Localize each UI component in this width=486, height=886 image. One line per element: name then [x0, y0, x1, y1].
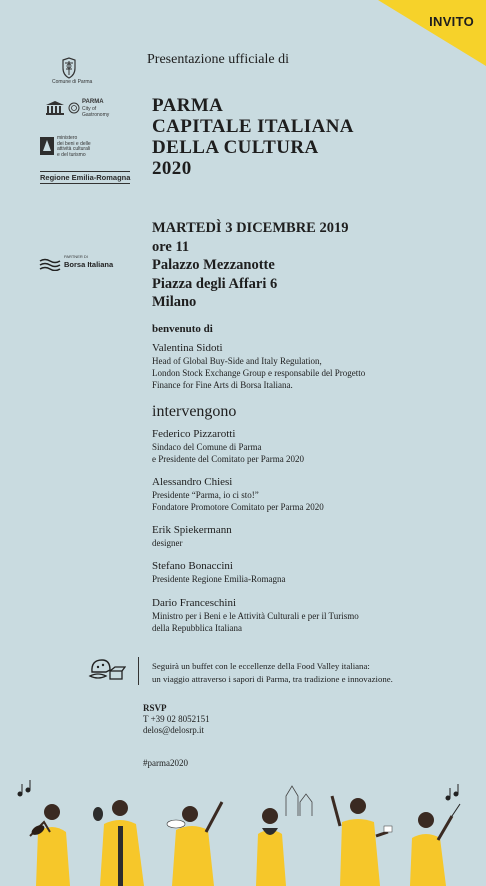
rsvp-block: [143, 703, 210, 736]
ministero-line-4: e del turismo: [57, 151, 86, 158]
title-line-2: CAPITALE ITALIANA: [152, 116, 354, 137]
ministero-line-3: attività culturali: [57, 146, 91, 152]
event-city: Milano: [152, 294, 197, 310]
unesco-parma-label: PARMA: [82, 99, 104, 105]
ministero-logo: [40, 136, 106, 158]
borsa-waves-icon: [39, 257, 61, 271]
speaker-name: Stefano Bonaccini: [152, 560, 233, 572]
buffet-line-1: Seguirà un buffet con le eccellenze della Food Valley italiana:: [152, 661, 370, 671]
title-line-3: DELLA CULTURA: [152, 137, 319, 158]
ministero-line-1: ministero: [57, 135, 78, 141]
ministero-line-2: dei beni e delle: [57, 140, 91, 147]
comune-di-parma-logo: [52, 57, 93, 86]
speaker-role-line: Ministro per i Beni e le Attività Culturali e per il Turismo: [152, 611, 359, 621]
invito-corner-badge: [378, 0, 486, 66]
welcome-role-line-2: London Stock Exchange Group e responsabile del Progetto: [152, 368, 366, 378]
regione-label: Regione Emilia-Romagna: [40, 173, 131, 182]
intro-text: Presentazione ufficiale di: [147, 52, 290, 67]
comune-caption: Comune di Parma: [52, 79, 93, 85]
unesco-temple-icon: [44, 100, 66, 116]
painter-figure: [167, 802, 222, 886]
conductor-figure: [410, 804, 460, 886]
event-title: [152, 95, 354, 179]
speaker-item: [152, 428, 304, 465]
hashtag: #parma2020: [143, 758, 188, 768]
unesco-parma-logo: [44, 98, 110, 120]
speaker-item: [152, 597, 359, 634]
violinist-figure: [30, 804, 70, 886]
crest-icon: [59, 57, 79, 79]
rsvp-email[interactable]: delos@delosrp.it: [143, 725, 205, 735]
woman-figure: [256, 808, 286, 886]
welcome-name: Valentina Sidoti: [152, 342, 223, 354]
speakers-heading: intervengono: [152, 403, 237, 420]
borsa-small-label: PARTNER DI: [64, 254, 88, 259]
event-date: MARTEDÌ 3 DICEMBRE 2019: [152, 220, 349, 236]
cathedral-icon: [286, 786, 312, 816]
ministero-caption: [57, 136, 91, 158]
buffet-divider: [138, 657, 139, 685]
buffet-food-icon: [88, 656, 126, 682]
buffet-line-2: un viaggio attraverso i sapori di Parma, tra tradizione e innovazione.: [152, 674, 393, 684]
actor-figure: [93, 800, 144, 886]
welcome-section: [152, 323, 365, 391]
speaker-name: Dario Franceschini: [152, 597, 236, 609]
invito-label: INVITO: [429, 14, 474, 29]
welcome-heading: benvenuto di: [152, 323, 213, 335]
event-details: [152, 219, 348, 312]
speaker-role-line: e Presidente del Comitato per Parma 2020: [152, 454, 304, 464]
borsa-label: Borsa Italiana: [64, 260, 114, 269]
speaker-name: Federico Pizzarotti: [152, 428, 236, 440]
borsa-italiana-logo: [39, 254, 119, 272]
music-notes-icon: [18, 780, 458, 800]
event-time: ore 11: [152, 238, 190, 255]
speaker-role-line: Sindaco del Comune di Parma: [152, 442, 262, 452]
speaker-item: [152, 560, 285, 585]
speaker-role-line: Fondatore Promotore Comitato per Parma 2020: [152, 502, 324, 512]
rsvp-phone: T +39 02 8052151: [143, 714, 210, 724]
chef-figure: [332, 796, 392, 886]
title-line-1: PARMA: [152, 95, 224, 116]
ministero-emblem-icon: [40, 137, 54, 155]
speaker-role-line: designer: [152, 538, 183, 548]
unesco-circle-icon: [68, 102, 80, 114]
speaker-role-line: Presidente “Parma, io ci sto!”: [152, 490, 259, 500]
speaker-name: Erik Spiekermann: [152, 524, 232, 536]
welcome-role-line-3: Finance for Fine Arts di Borsa Italiana.: [152, 380, 293, 390]
people-illustration: [0, 776, 486, 886]
speaker-name: Alessandro Chiesi: [152, 476, 233, 488]
speaker-role-line: della Repubblica Italiana: [152, 623, 242, 633]
speaker-item: [152, 476, 324, 513]
regione-logo: [40, 171, 130, 184]
unesco-caption: City of Gastronomy: [82, 106, 110, 118]
buffet-text: [152, 660, 393, 686]
corner-triangle: [378, 0, 486, 66]
event-venue: Palazzo Mezzanotte: [152, 257, 275, 273]
welcome-role-line-1: Head of Global Buy-Side and Italy Regulation,: [152, 356, 322, 366]
speaker-role-line: Presidente Regione Emilia-Romagna: [152, 574, 286, 584]
event-address: Piazza degli Affari 6: [152, 275, 278, 292]
speaker-item: [152, 524, 232, 549]
title-line-4: 2020: [152, 158, 192, 179]
rsvp-label: RSVP: [143, 703, 167, 713]
